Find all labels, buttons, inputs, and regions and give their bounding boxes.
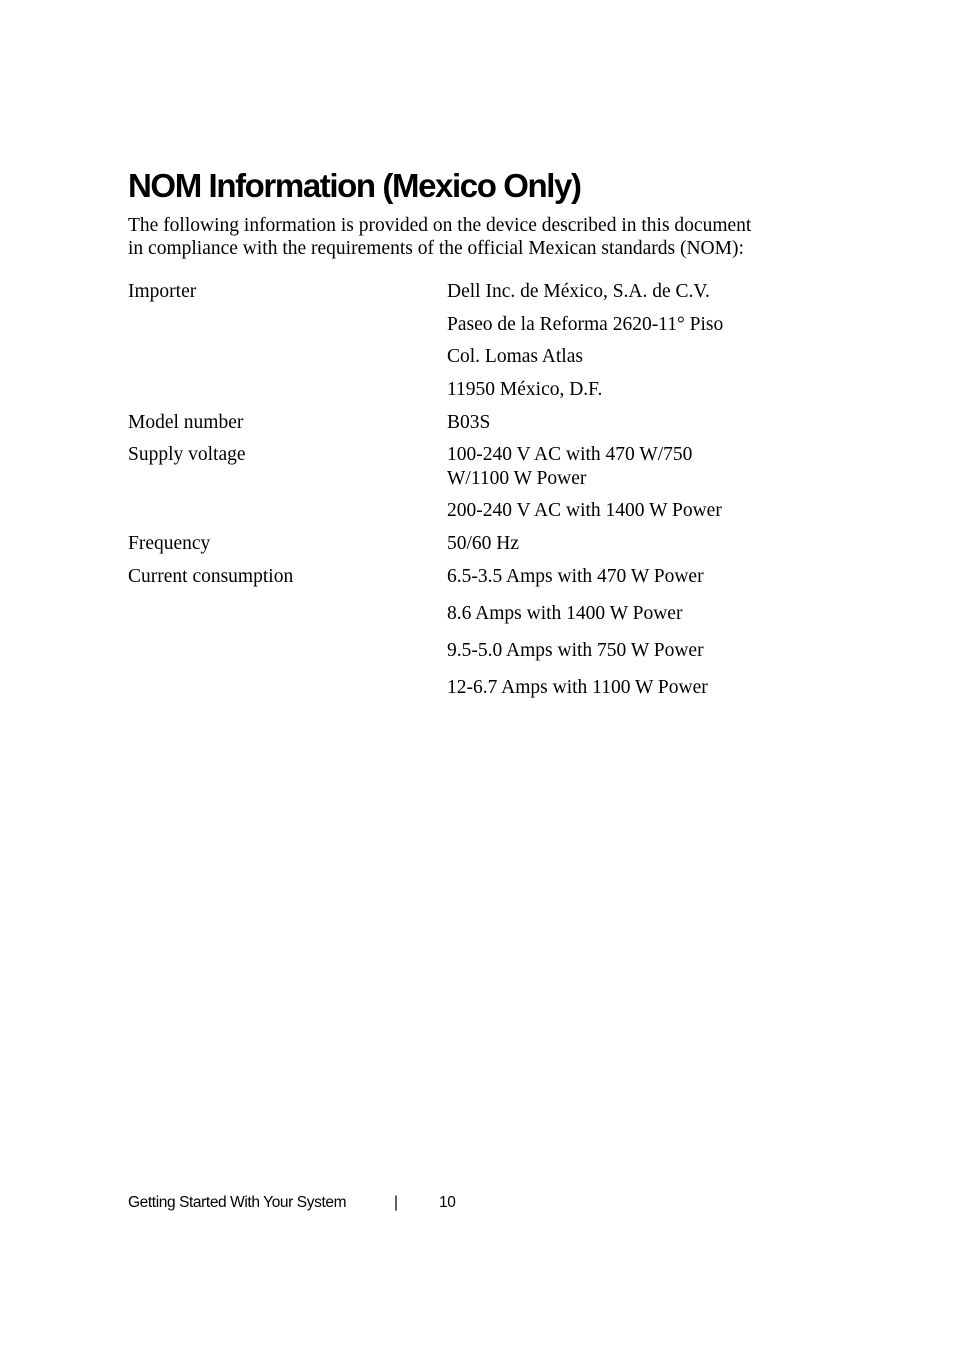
current-consumption-value: 9.5-5.0 Amps with 750 W Power (447, 640, 704, 661)
model-number-label: Model number (128, 412, 244, 433)
page-heading: NOM Information (Mexico Only) (128, 167, 581, 204)
footer-separator: | (394, 1194, 398, 1211)
current-consumption-value: 12-6.7 Amps with 1100 W Power (447, 677, 708, 698)
frequency-value: 50/60 Hz (447, 533, 520, 554)
page-number: 10 (439, 1194, 456, 1211)
importer-value: Dell Inc. de México, S.A. de C.V. (447, 281, 710, 302)
current-consumption-value: 8.6 Amps with 1400 W Power (447, 603, 683, 624)
importer-value: 11950 México, D.F. (447, 379, 603, 400)
current-consumption-value: 6.5-3.5 Amps with 470 W Power (447, 566, 704, 587)
supply-voltage-value: W/1100 W Power (447, 468, 587, 489)
current-consumption-label: Current consumption (128, 566, 294, 587)
intro-paragraph (128, 214, 868, 260)
supply-voltage-label: Supply voltage (128, 444, 246, 465)
intro-line: The following information is provided on the device described in this document (128, 215, 752, 236)
intro-line: in compliance with the requirements of the official Mexican standards (NOM): (128, 238, 744, 259)
model-number-value: B03S (447, 412, 491, 433)
importer-value: Col. Lomas Atlas (447, 346, 583, 367)
frequency-label: Frequency (128, 533, 211, 554)
footer-title: Getting Started With Your System (128, 1194, 347, 1211)
importer-value: Paseo de la Reforma 2620-11° Piso (447, 314, 724, 335)
importer-label: Importer (128, 281, 197, 302)
supply-voltage-value: 100-240 V AC with 470 W/750 (447, 444, 693, 465)
supply-voltage-value: 200-240 V AC with 1400 W Power (447, 500, 722, 521)
